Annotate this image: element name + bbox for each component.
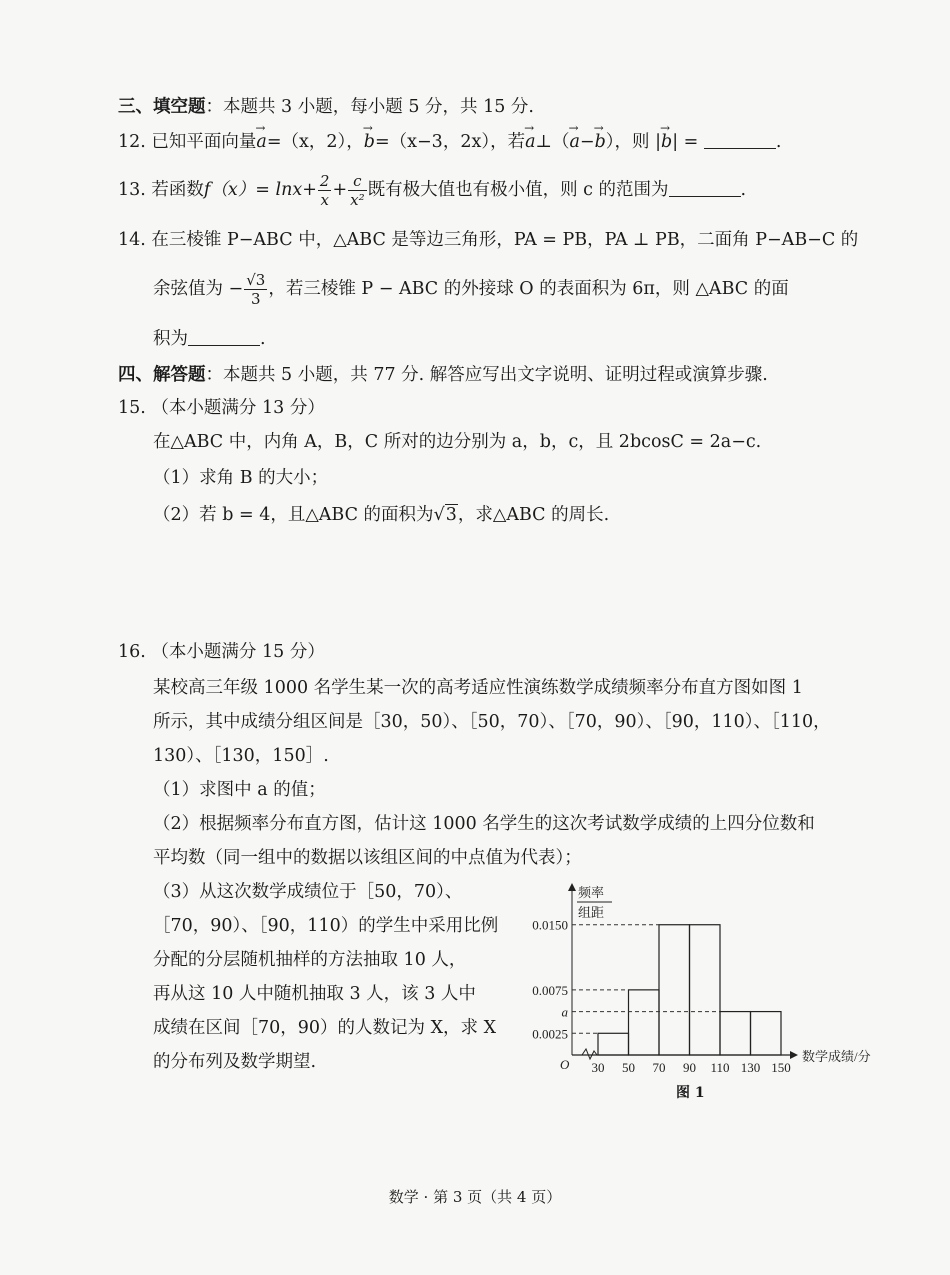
x-tick-label: 50 <box>622 1060 635 1075</box>
question-14-line3: 积为 . <box>153 329 266 349</box>
axis-break-mark <box>582 1049 597 1059</box>
question-16-part3a: （3）从这次数学成绩位于［50，70）、 <box>153 882 463 902</box>
figure-caption: 图 1 <box>676 1085 705 1101</box>
question-16-part3c: 分配的分层随机抽样的方法抽取 10 人， <box>153 950 467 970</box>
histogram-bar <box>629 990 660 1055</box>
x-tick-label: 130 <box>740 1060 761 1075</box>
question-16-line3: 130）、［130，150］. <box>153 746 329 766</box>
y-axis-arrow <box>568 883 576 891</box>
question-16-part3b: ［70，90）、［90，110）的学生中采用比例 <box>153 916 499 936</box>
page-footer: 数学 · 第 3 页（共 4 页） <box>388 1188 562 1206</box>
question-16-line2: 所示，其中成绩分组区间是［30，50）、［50，70）、［70，90）、［90，110）、［110， <box>153 712 831 732</box>
x-axis-arrow <box>790 1051 798 1059</box>
question-16-line1: 某校高三年级 1000 名学生某一次的高考适应性演练数学成绩频率分布直方图如图 1 <box>153 678 803 698</box>
question-16-part1: （1）求图中 a 的值； <box>153 780 326 800</box>
question-14-line1: 14. 在三棱锥 P−ABC 中，△ABC 是等边三角形，PA = PB，PA ⊥ PB，二面角 P−AB−C 的 <box>118 230 859 250</box>
y-axis-label-bottom: 组距 <box>578 905 605 920</box>
question-16-part3d: 再从这 10 人中随机抽取 3 人，该 3 人中 <box>153 984 476 1004</box>
question-15-header: 15. （本小题满分 13 分） <box>118 398 325 418</box>
question-16-part3f: 的分布列及数学期望. <box>153 1052 317 1072</box>
histogram-bar <box>659 925 690 1055</box>
histogram-bar <box>690 925 721 1055</box>
question-15-part2: （2）若 b = 4，且△ABC 的面积为√3，求△ABC 的周长. <box>153 505 610 525</box>
histogram-bar <box>720 1012 751 1055</box>
section-3-heading: 三、填空题：本题共 3 小题，每小题 5 分，共 15 分. <box>118 97 534 117</box>
y-tick-label: 0.0075 <box>532 982 568 998</box>
frequency-histogram <box>520 875 880 1075</box>
answer-blank <box>188 329 260 346</box>
x-axis-label: 数学成绩/分 <box>802 1049 871 1064</box>
question-16-part2a: （2）根据频率分布直方图，估计这 1000 名学生的这次考试数学成绩的上四分位数和 <box>153 814 815 834</box>
x-tick-label: 150 <box>771 1060 791 1075</box>
question-16-part2b: 平均数（同一组中的数据以该组区间的中点值为代表）； <box>153 848 582 868</box>
y-tick-label: a <box>561 1004 568 1020</box>
answer-blank <box>669 180 741 197</box>
question-15-stem: 在△ABC 中，内角 A，B，C 所对的边分别为 a，b，c，且 2bcosC = 2a−c. <box>153 432 762 452</box>
question-15-part1: （1）求角 B 的大小； <box>153 468 329 488</box>
origin-label: O <box>560 1057 570 1072</box>
x-tick-label: 110 <box>710 1060 730 1075</box>
histogram-bar <box>751 1012 782 1055</box>
histogram-bar <box>598 1033 629 1055</box>
section-4-heading: 四、解答题：本题共 5 小题，共 77 分. 解答应写出文字说明、证明过程或演算步骤. <box>118 365 768 385</box>
x-tick-label: 90 <box>683 1060 696 1075</box>
answer-blank <box>704 132 776 149</box>
question-12: 12. 已知平面向量→ a=（x，2），→ b=（x−3，2x），若→ a⊥（→ a−→ b），则 |→ b| = . <box>118 130 782 154</box>
y-tick-label: 0.0025 <box>532 1026 568 1042</box>
question-13: 13. 若函数f（x）= lnx+ $\frac{2}{x}$ + $\frac{c}{\text{x²}}$ 既有极大值也有极小值，则 c 的范围为 . <box>118 172 747 209</box>
question-14-line2: 余弦值为 − $\frac{√3}{3}$ ，若三棱锥 P − ABC 的外接球 O 的表面积为 6π，则 △ABC 的面 <box>153 271 789 308</box>
question-16-part3e: 成绩在区间［70，90）的人数记为 X，求 X <box>153 1018 497 1038</box>
y-tick-label: 0.0150 <box>532 917 568 933</box>
x-tick-label: 30 <box>591 1060 605 1075</box>
x-tick-label: 70 <box>652 1060 666 1075</box>
question-16-header: 16. （本小题满分 15 分） <box>118 642 325 662</box>
y-axis-label-top: 频率 <box>578 885 605 900</box>
